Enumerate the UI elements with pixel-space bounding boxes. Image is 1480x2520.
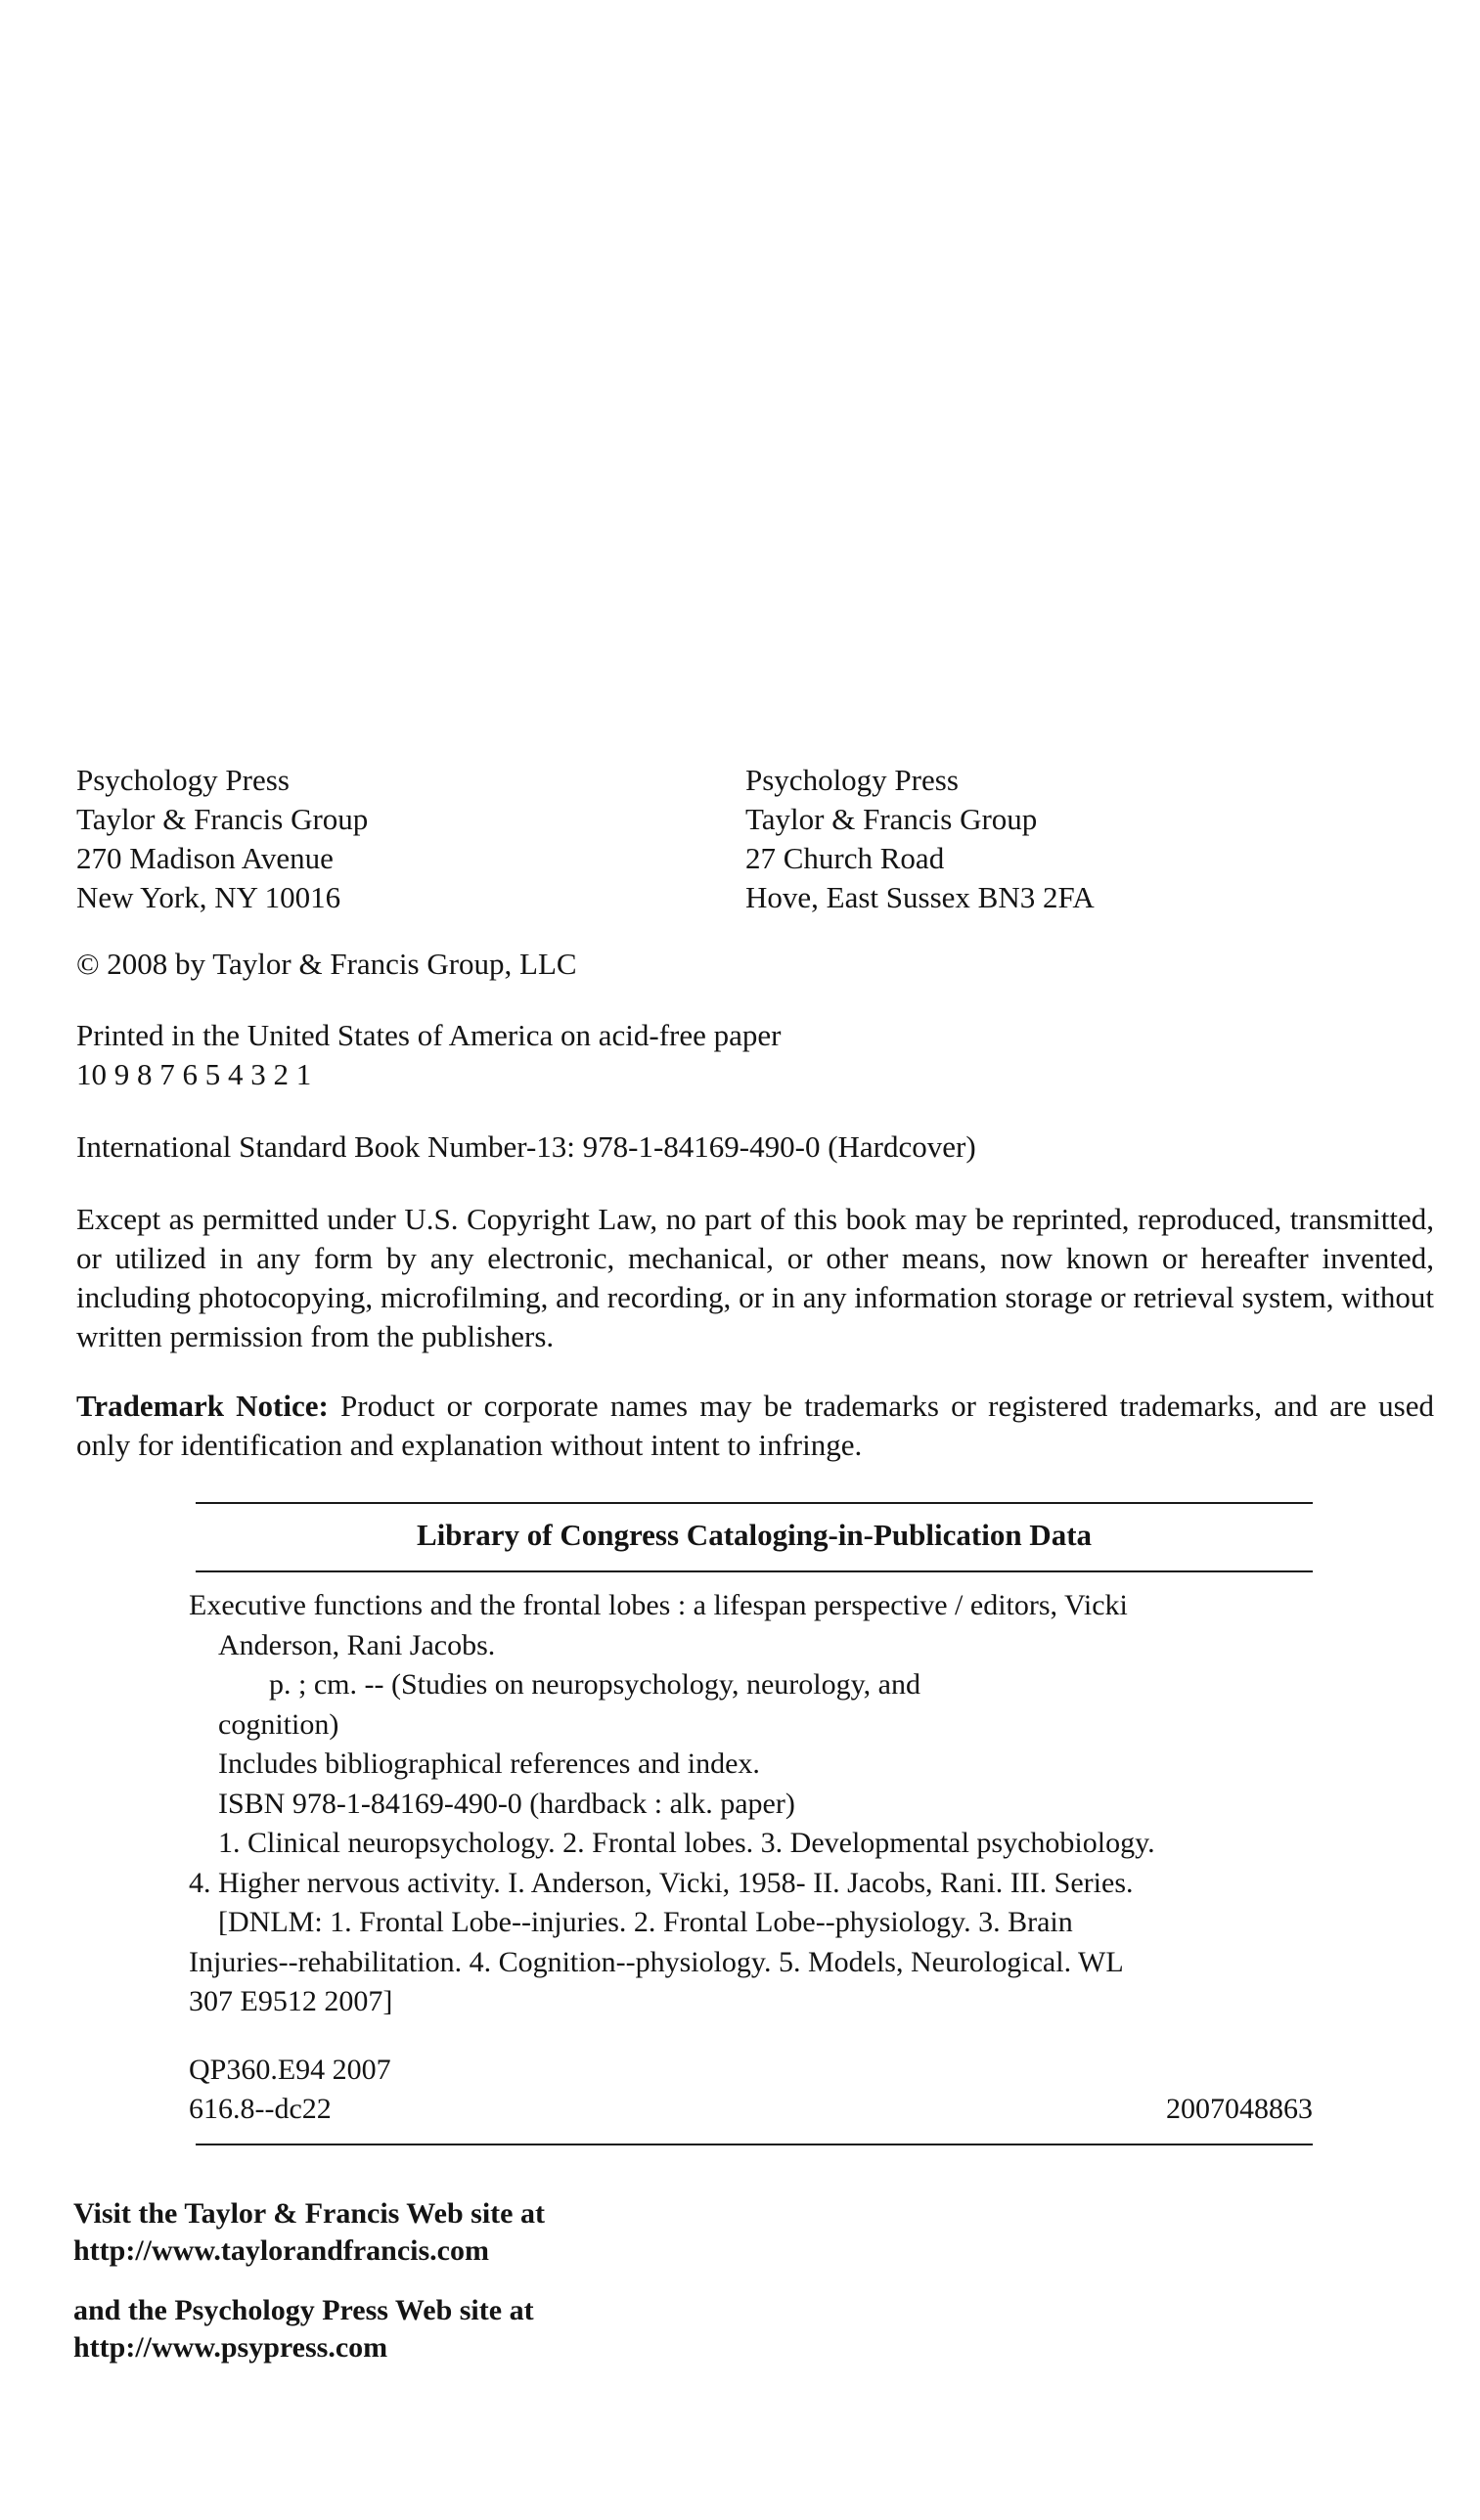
cip-line: ISBN 978-1-84169-490-0 (hardback : alk. paper)	[218, 1787, 795, 1820]
cip-line: 307 E9512 2007]	[189, 1985, 393, 2017]
cip-line: p. ; cm. -- (Studies on neuropsychology, neurology, and	[269, 1668, 920, 1701]
cip-classification	[189, 2051, 1314, 2129]
web-intro: and the Psychology Press Web site at	[73, 2294, 534, 2326]
cip-bottom-rule	[196, 2144, 1313, 2145]
printing-number-line: 10 9 8 7 6 5 4 3 2 1	[76, 1057, 312, 1091]
cip-line: 1. Clinical neuropsychology. 2. Frontal lobes. 3. Developmental psychobiology.	[218, 1827, 1155, 1859]
address-line: 270 Madison Avenue	[76, 841, 334, 875]
printed-line: Printed in the United States of America on acid-free paper	[76, 1018, 782, 1052]
isbn-info	[76, 1127, 976, 1167]
cip-line: [DNLM: 1. Frontal Lobe--injuries. 2. Frontal Lobe--physiology. 3. Brain	[218, 1906, 1073, 1938]
publisher-address-us	[76, 761, 368, 917]
printing-info	[76, 1016, 782, 1094]
trademark-label: Trademark Notice:	[76, 1389, 329, 1423]
copyright-notice	[76, 945, 577, 984]
address-line: New York, NY 10016	[76, 880, 341, 914]
isbn-line: International Standard Book Number-13: 978-1-84169-490-0 (Hardcover)	[76, 1129, 976, 1164]
address-line: Hove, East Sussex BN3 2FA	[745, 880, 1095, 914]
cip-line: Injuries--rehabilitation. 4. Cognition--physiology. 5. Models, Neurological. WL	[189, 1945, 1124, 1978]
trademark-notice	[76, 1387, 1434, 1465]
copyright-restriction-paragraph: Except as permitted under U.S. Copyright Law, no part of this book may be reprinted, reproduced, transmitted, or utilized in any form by any electronic, mechanical, or other means, now known or hereafter invented, including photocopying, microfilming, and recording, or in any information storage or retrieval system, without written permission from the publishers.	[76, 1202, 1434, 1353]
taylor-francis-web-notice	[73, 2195, 545, 2270]
cip-line: Anderson, Rani Jacobs.	[218, 1628, 496, 1661]
web-intro: Visit the Taylor & Francis Web site at	[73, 2197, 545, 2230]
cip-line: Executive functions and the frontal lobes : a lifespan perspective / editors, Vicki	[189, 1589, 1128, 1621]
address-line: 27 Church Road	[745, 841, 945, 875]
call-number: QP360.E94 2007	[189, 2054, 391, 2086]
psypress-url-link[interactable]: http://www.psypress.com	[73, 2331, 388, 2364]
cip-heading-rule	[196, 1570, 1313, 1572]
cip-line: cognition)	[218, 1707, 339, 1741]
cip-top-rule	[196, 1502, 1313, 1504]
psychology-press-web-notice	[73, 2292, 534, 2366]
cip-heading: Library of Congress Cataloging-in-Publication Data	[416, 1518, 1093, 1552]
copyright-line: © 2008 by Taylor & Francis Group, LLC	[76, 947, 577, 981]
cip-line: Includes bibliographical references and index.	[218, 1747, 760, 1780]
lccn-number: 2007048863	[1166, 2093, 1313, 2125]
address-line: Psychology Press	[76, 763, 290, 797]
address-line: Taylor & Francis Group	[76, 802, 369, 836]
publisher-address-uk	[745, 761, 1095, 917]
address-line: Taylor & Francis Group	[745, 802, 1038, 836]
cip-record	[189, 1586, 1314, 2022]
cip-line: 4. Higher nervous activity. I. Anderson, Vicki, 1958- II. Jacobs, Rani. III. Series.	[189, 1866, 1134, 1899]
taylor-francis-url-link[interactable]: http://www.taylorandfrancis.com	[73, 2234, 489, 2267]
dewey-number: 616.8--dc22	[189, 2093, 332, 2125]
address-line: Psychology Press	[745, 763, 959, 797]
trademark-text: Product or corporate names may be trademarks or registered trademarks, and are used only for identification and explanation without intent to infringe.	[76, 1389, 1434, 1462]
